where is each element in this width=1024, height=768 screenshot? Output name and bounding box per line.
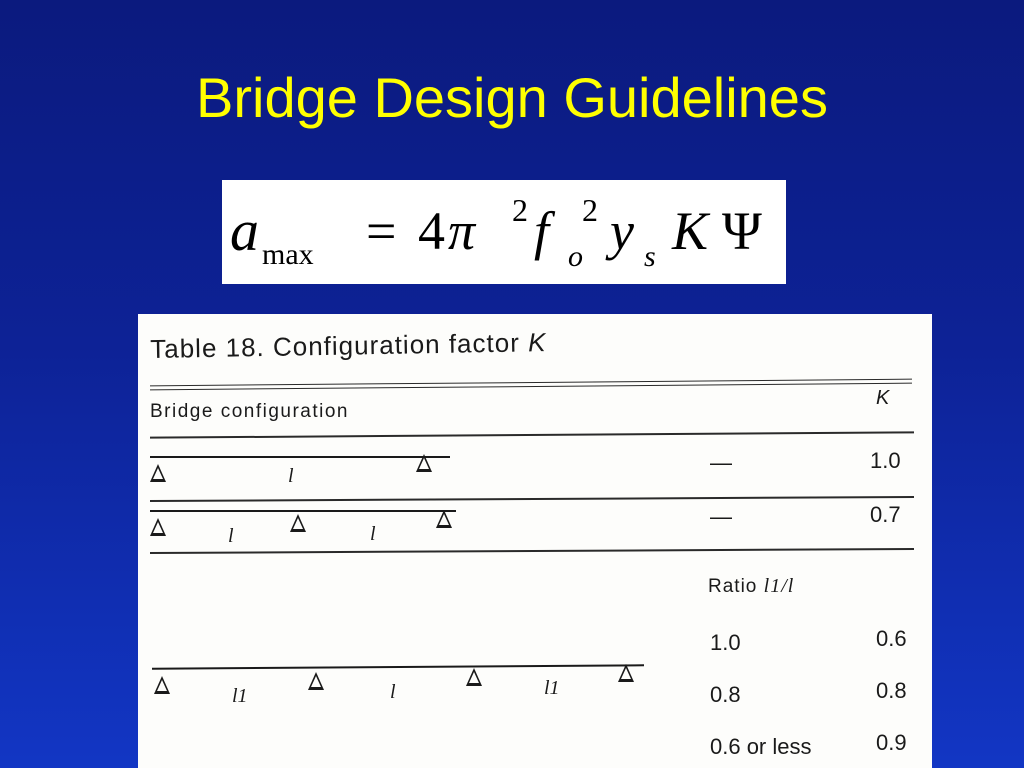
support-icon [416, 454, 432, 472]
column-header-k: K [876, 387, 890, 409]
span-label: l1 [232, 685, 248, 707]
ratio-header [708, 576, 794, 596]
k-value-cell: 0.6 [876, 626, 907, 651]
formula-a: a [230, 198, 259, 263]
ratio-header-symbol: l1/l [763, 575, 795, 597]
formula [230, 180, 780, 284]
table-caption-symbol: K [527, 327, 547, 358]
formula-y-subscript: s [644, 240, 656, 273]
formula-k: K [672, 201, 709, 261]
row-rule [150, 548, 914, 554]
formula-f-exponent: 2 [582, 192, 598, 228]
support-icon [618, 664, 634, 682]
beam-three-span [152, 664, 644, 669]
ratio-cell: — [710, 450, 732, 475]
slide-title: Bridge Design Guidelines [196, 66, 828, 129]
formula-a-subscript: max [262, 238, 314, 271]
formula-pi: π [448, 201, 476, 261]
header-rule [150, 431, 914, 438]
span-label: l [390, 681, 396, 703]
ratio-value-cell: 1.0 [710, 630, 741, 655]
formula-box [222, 180, 786, 284]
support-icon [436, 510, 452, 528]
beam-two-span [150, 510, 456, 512]
k-value-cell: 0.8 [876, 678, 907, 703]
k-value-cell: 1.0 [870, 448, 901, 473]
span-label: l [370, 523, 376, 545]
row-rule [150, 496, 914, 502]
ratio-value-cell: 0.8 [710, 682, 741, 707]
span-label: l [288, 465, 294, 487]
formula-coefficient: 4 [418, 201, 445, 261]
support-icon [290, 514, 306, 532]
formula-pi-exponent: 2 [512, 192, 528, 228]
support-icon [308, 672, 324, 690]
span-label: l [228, 525, 234, 547]
beam-single-span [150, 456, 450, 458]
formula-f-subscript: o [568, 240, 583, 273]
formula-equals: = [366, 201, 397, 261]
column-header-configuration: Bridge configuration [150, 401, 349, 422]
k-value-cell: 0.9 [876, 730, 907, 755]
k-value-cell: 0.7 [870, 502, 901, 527]
formula-psi: Ψ [722, 201, 762, 261]
ratio-cell: — [710, 504, 732, 529]
formula-f: f [534, 201, 550, 261]
ratio-value-cell: 0.6 or less [710, 734, 812, 759]
formula-y: y [610, 201, 634, 261]
support-icon [150, 464, 166, 482]
support-icon [150, 518, 166, 536]
configuration-factor-table [138, 314, 932, 768]
support-icon [154, 676, 170, 694]
support-icon [466, 668, 482, 686]
table-caption-text: Table 18. Configuration factor [149, 327, 521, 364]
table-caption [150, 329, 547, 362]
span-label: l1 [544, 677, 560, 699]
ratio-header-text: Ratio [708, 576, 758, 597]
